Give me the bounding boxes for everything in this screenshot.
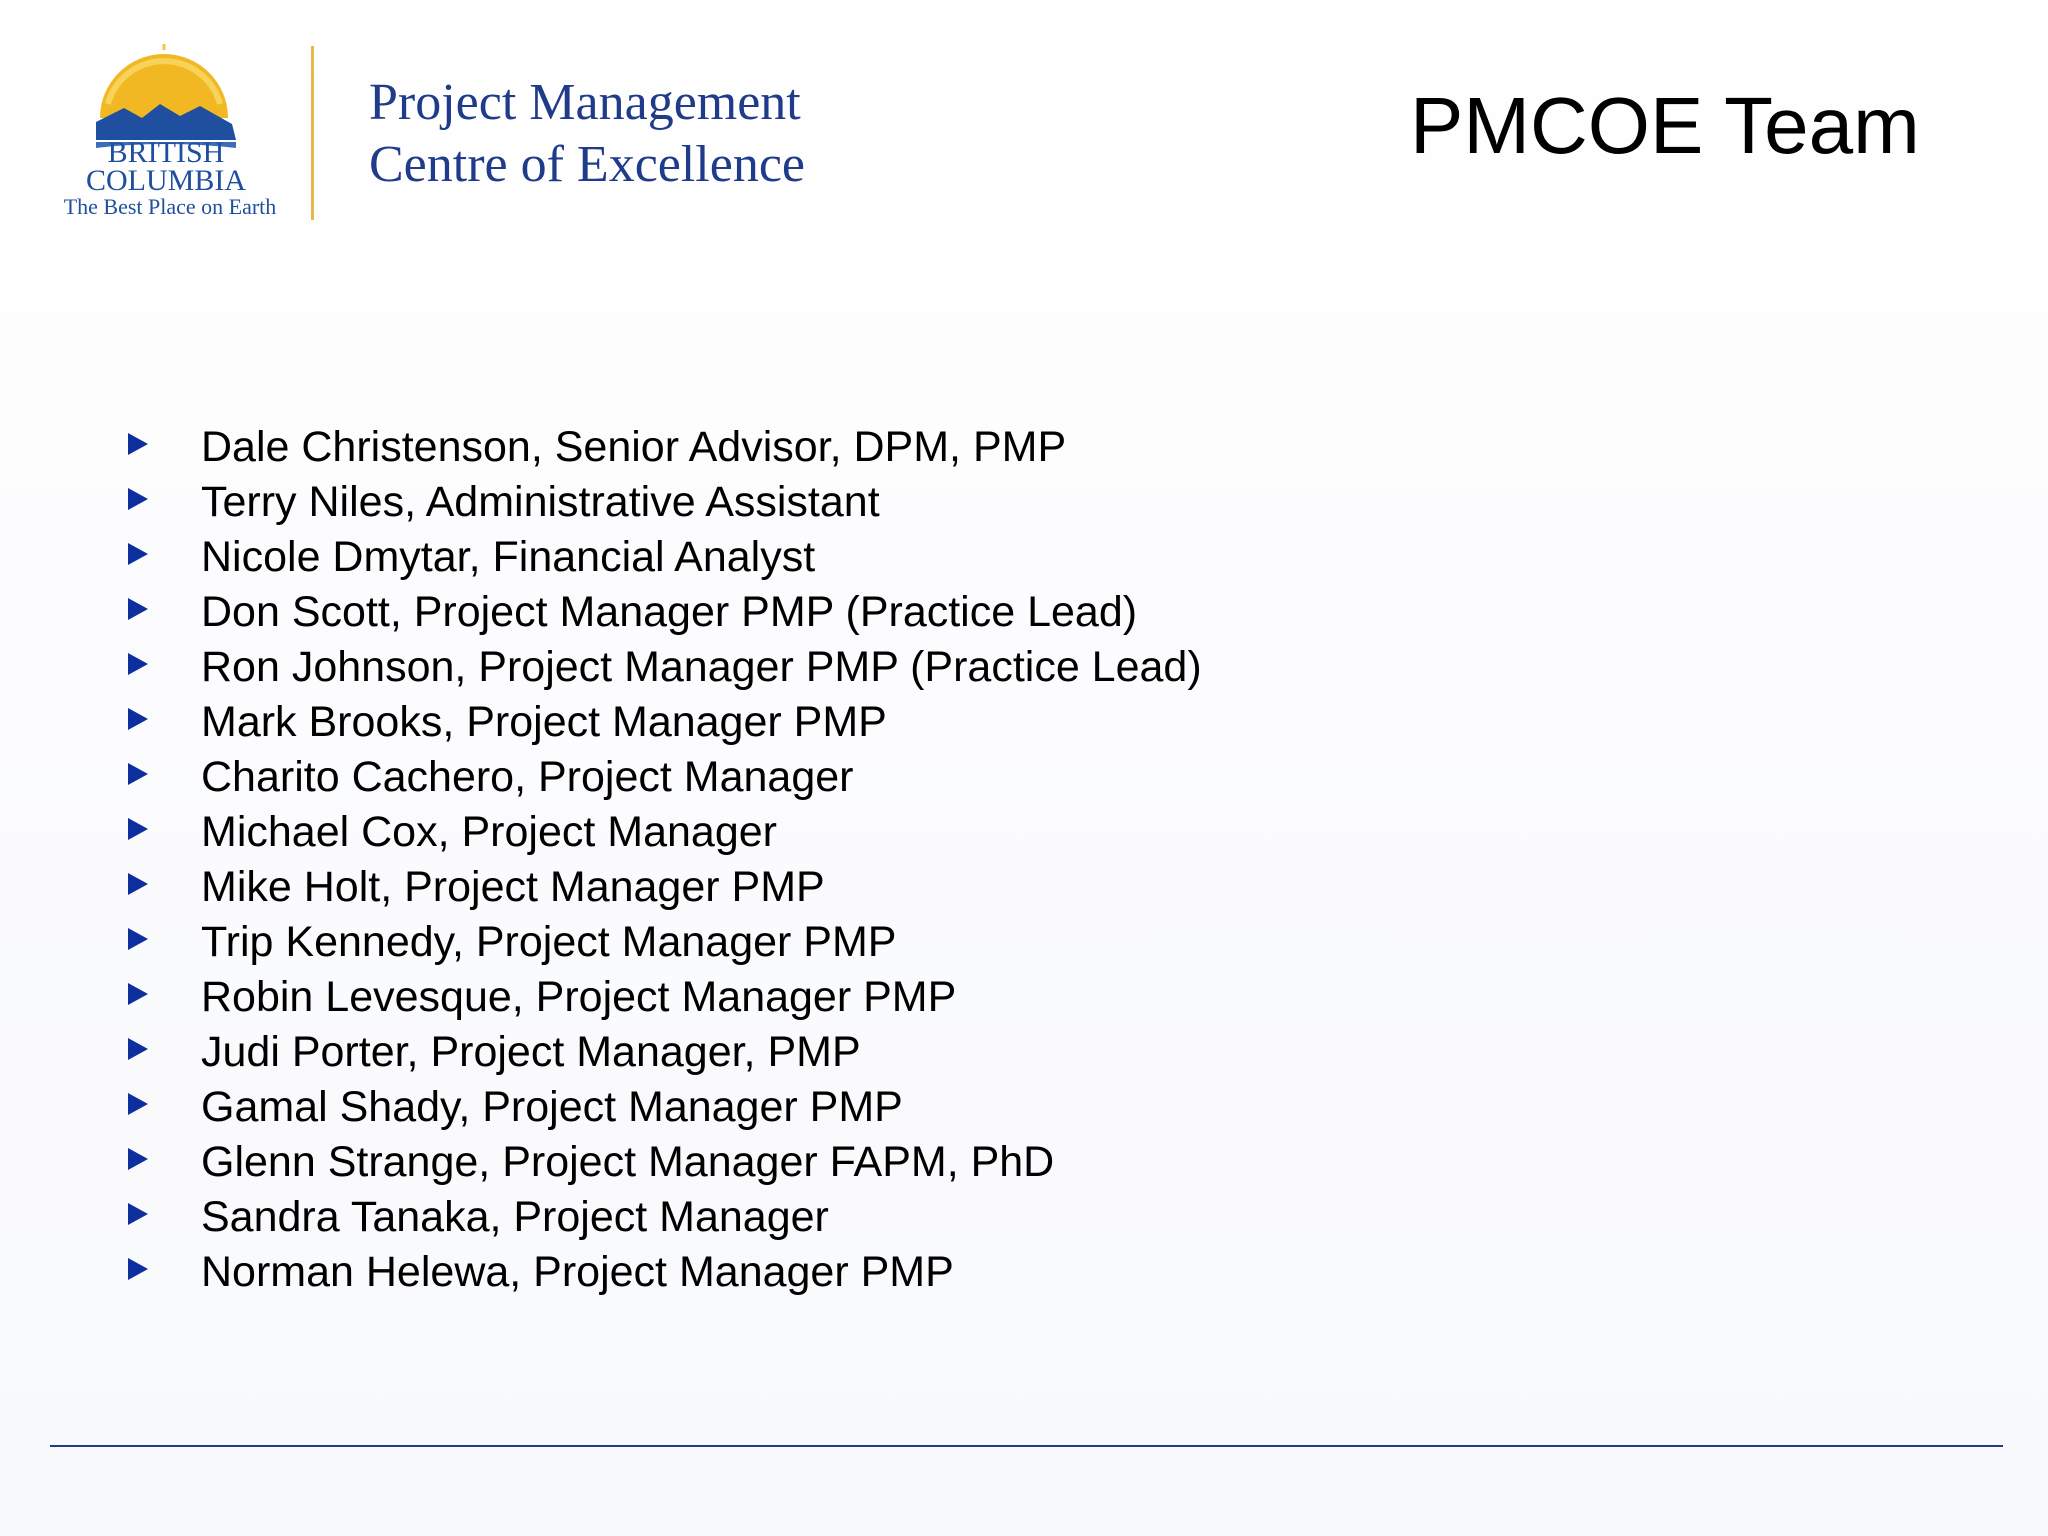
team-member-item xyxy=(120,805,1202,860)
triangle-bullet-icon xyxy=(128,1203,148,1225)
bc-sun-mountain-icon xyxy=(50,44,290,234)
org-name-line2: Centre of Excellence xyxy=(369,136,805,193)
team-member-text: Mike Holt, Project Manager PMP xyxy=(201,863,825,911)
team-member-item xyxy=(120,420,1202,475)
team-member-text: Judi Porter, Project Manager, PMP xyxy=(201,1028,861,1076)
org-name xyxy=(369,72,805,196)
team-member-item xyxy=(120,695,1202,750)
team-member-item xyxy=(120,915,1202,970)
team-member-text: Robin Levesque, Project Manager PMP xyxy=(201,973,957,1021)
org-name-line1: Project Management xyxy=(369,74,801,131)
team-member-text: Sandra Tanaka, Project Manager xyxy=(201,1193,829,1241)
triangle-bullet-icon xyxy=(128,708,148,730)
triangle-bullet-icon xyxy=(128,818,148,840)
triangle-bullet-icon xyxy=(128,1258,148,1280)
triangle-bullet-icon xyxy=(128,543,148,565)
svg-text:COLUMBIA: COLUMBIA xyxy=(85,164,247,197)
team-member-item xyxy=(120,1080,1202,1135)
team-member-item xyxy=(120,1190,1202,1245)
team-member-item xyxy=(120,860,1202,915)
team-member-item xyxy=(120,530,1202,585)
team-member-text: Dale Christenson, Senior Advisor, DPM, PMP xyxy=(201,423,1067,471)
team-member-text: Glenn Strange, Project Manager FAPM, PhD xyxy=(201,1138,1055,1186)
triangle-bullet-icon xyxy=(128,433,148,455)
team-member-text: Don Scott, Project Manager PMP (Practice Lead) xyxy=(201,588,1138,636)
logo-divider xyxy=(311,46,314,220)
team-list xyxy=(120,420,1202,1300)
triangle-bullet-icon xyxy=(128,1093,148,1115)
team-member-text: Terry Niles, Administrative Assistant xyxy=(201,478,880,526)
triangle-bullet-icon xyxy=(128,1038,148,1060)
team-member-item xyxy=(120,1025,1202,1080)
triangle-bullet-icon xyxy=(128,873,148,895)
team-member-text: Mark Brooks, Project Manager PMP xyxy=(201,698,887,746)
team-member-text: Michael Cox, Project Manager xyxy=(201,808,777,856)
team-member-text: Charito Cachero, Project Manager xyxy=(201,753,854,801)
team-member-item xyxy=(120,750,1202,805)
team-member-item xyxy=(120,585,1202,640)
team-member-item xyxy=(120,1245,1202,1300)
team-member-text: Gamal Shady, Project Manager PMP xyxy=(201,1083,903,1131)
triangle-bullet-icon xyxy=(128,763,148,785)
team-member-item xyxy=(120,1135,1202,1190)
footer-divider xyxy=(50,1445,2003,1447)
triangle-bullet-icon xyxy=(128,653,148,675)
triangle-bullet-icon xyxy=(128,488,148,510)
team-member-item xyxy=(120,475,1202,530)
triangle-bullet-icon xyxy=(128,983,148,1005)
svg-text:BRITISH: BRITISH xyxy=(107,136,225,169)
team-member-text: Norman Helewa, Project Manager PMP xyxy=(201,1248,954,1296)
triangle-bullet-icon xyxy=(128,598,148,620)
team-member-item xyxy=(120,640,1202,695)
team-member-text: Trip Kennedy, Project Manager PMP xyxy=(201,918,897,966)
team-member-text: Nicole Dmytar, Financial Analyst xyxy=(201,533,816,581)
triangle-bullet-icon xyxy=(128,1148,148,1170)
svg-text:The Best Place on Earth: The Best Place on Earth xyxy=(63,194,277,219)
team-member-item xyxy=(120,970,1202,1025)
triangle-bullet-icon xyxy=(128,928,148,950)
bc-logo xyxy=(50,44,290,234)
slide-title: PMCOE Team xyxy=(1410,81,1920,170)
team-member-text: Ron Johnson, Project Manager PMP (Practice Lead) xyxy=(201,643,1202,691)
